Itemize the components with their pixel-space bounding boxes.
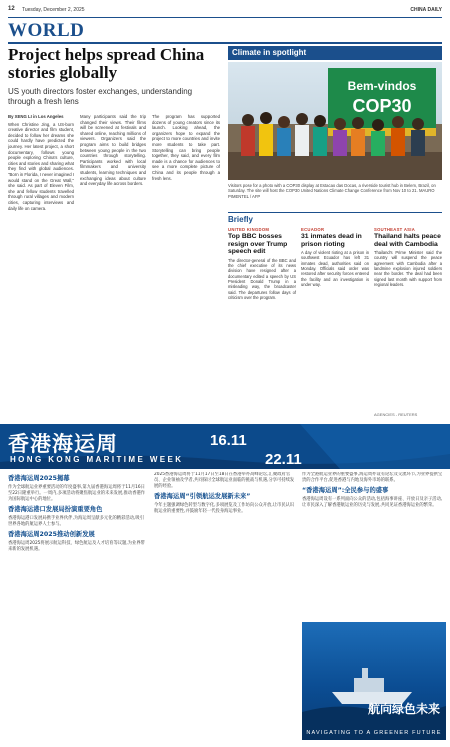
top-rule — [8, 17, 442, 18]
brief-credit: AGENCIES - REUTERS — [374, 412, 418, 417]
photo-banner-cop30: COP30 — [352, 96, 412, 116]
article-column-3 — [152, 114, 220, 418]
brief-place: UNITED KINGDOM — [228, 227, 270, 232]
cop30-photo-image — [228, 62, 442, 180]
banner-zh-title: 香港海运周 — [8, 432, 118, 456]
zh-column-1 — [8, 472, 148, 742]
article-column-1 — [8, 114, 74, 418]
brief-place: ECUADOR — [301, 227, 325, 232]
zh-heading: 香港海运港口发展局扮演重要角色 — [8, 506, 103, 513]
article-subhead: US youth directors foster exchanges, understanding through a fresh lens — [8, 87, 193, 106]
zh-heading: “香港海运周”:全民参与的盛事 — [302, 487, 389, 494]
brief-text: Thailand's Prime Minister said the country will suspend the peace agreement with Cambodia after a landmine explosion injured soldiers near the border. The deal had been signed last month with support from regional leaders. — [374, 250, 442, 287]
brief-item — [228, 227, 296, 417]
brief-headline: 31 inmates dead in prison rioting — [301, 233, 362, 248]
page-number: 12 — [8, 6, 15, 12]
banner-date-end: 22.11 — [265, 451, 302, 468]
photo-caption: Visitors pose for a photo with a COP30 display at Estacao das Docas, a riverside tourist hub in Belem, Brazil, on Saturday. The site will host the COP30 United Nations Climate Change Conference from Nov 10 to 21. MAURO PIMENTEL / AFP — [228, 183, 436, 199]
green-future-promo — [302, 622, 446, 740]
brief-text: The director-general of the BBC and the chief executive of its news division have resigned after a documentary edited a speech by US President Donald Trump in a misleading way, the broadcaster said. The departures follow days of criticism over the program. — [228, 257, 296, 300]
zh-paragraph: 作为全球航运业界重要活动的年度盛事,第九届香港海运周将于11月16日至22日隆重举行。一周内,多项活动将聚焦航运业的未来发展,推动香港作为国际航运中心的地位。 — [8, 485, 146, 502]
article-byline: By XENG LI in Los Angeles — [8, 114, 64, 119]
banner-en-title: HONG KONG MARITIME WEEK — [10, 455, 184, 464]
zh-heading: 香港海运周2025推动创新发展 — [8, 531, 95, 538]
brief-place: SOUTHEAST ASIA — [374, 227, 416, 232]
zh-paragraph: 2025香港海运周将于11月17日至18日在香港举办高峰论坛,汇聚政府官员、企业领袖及学者,共同探讨全球航运业面临的挑战与机遇,分享可持续发展的经验。 — [154, 472, 295, 489]
zh-paragraph: 作为全港航运业界的重要盛事,海运周亦设有论坛及交流环节,为业界提供宝贵的合作平台,促进香港与内地及海外市场的联系。 — [302, 472, 443, 483]
article-col2-text: Many participants said the trip changed their views. Their films will be screened at festivals and shared online, reaching millions of viewers. Organizers said the program aims to build bridges between young people in the two countries through storytelling. Participants worked with local filmmakers and university students, learning techniques and exchanging ideas about culture and everyday life across borders. — [80, 114, 146, 187]
article-col3-text: The program has supported dozens of young creators since its launch. Looking ahead, the organizers hope to expand the project to more countries and invite more students to take part. Storytelling can bring people together, they said, and every film made is a chance for audiences to see a more complete picture of China and its people through a fresh lens. — [152, 114, 220, 181]
newspaper-brand: CHINA DAILY — [410, 7, 442, 13]
zh-heading: 香港海运周2025揭幕 — [8, 475, 70, 482]
brief-item — [301, 227, 369, 417]
issue-date: Tuesday, December 2, 2025 — [22, 7, 85, 13]
article-col1-text: When Christine Jing, a US-born creative director and film student, decided to follow her dreams she could hardly have predicted the journey. Her latest project, a short documentary, follows young people exploring China's culture, cities and stories and sharing what they find with global audiences. "Born in Florida, I never imagined I would stand on the Great Wall," she said. As part of Eleven Film, she and fellow students travelled through rural villages and modern cities, capturing interviews and daily life on camera. — [8, 121, 74, 211]
zh-paragraph: 香港海运港口发展局携手业界伙伴,为海运周呈献多元化的精彩活动,吸引世界各地的航运界人士参与。 — [8, 516, 144, 527]
brief-headline: Top BBC bosses resign over Trump speech edit — [228, 233, 288, 256]
zh-heading: 香港海运周“引领航运发展新未来” — [154, 493, 251, 500]
section-title: WORLD — [8, 20, 85, 41]
section-rule — [8, 42, 442, 44]
brief-headline: Thailand halts peace deal with Cambodia — [374, 233, 441, 248]
briefly-rule — [228, 212, 442, 213]
zh-column-2 — [154, 472, 296, 742]
photo-heading: Climate in spotlight — [228, 46, 442, 60]
hk-maritime-banner — [0, 424, 450, 469]
photo-banner-text: Bem-vindos — [347, 79, 417, 93]
zh-paragraph: 香港海运周设有一系列面向公众的活动,包括海事讲座、开放日及亲子活动,让市民深入了解香港航运业的历史与发展,共同见证香港海运业的繁荣。 — [302, 497, 443, 508]
cop30-photo — [228, 62, 442, 180]
banner-date-start: 16.11 — [210, 432, 247, 449]
promo-en-slogan: NAVIGATING TO A GREENER FUTURE — [306, 730, 442, 736]
briefly-title: Briefly — [228, 215, 253, 224]
article-headline: Project helps spread China stories globally — [8, 45, 205, 82]
zh-paragraph: 香港海运周2025将展示航运科技、绿色航运及人才培育等议题,为业界带来新的发展机遇。 — [8, 541, 145, 552]
brief-text: A day of violent rioting at a prison in southwest Ecuador has left 31 inmates dead, authorities said on Monday. Officials said order was restored after security forces entered the facility and an investigation is under way. — [301, 250, 369, 287]
ship-graphic — [302, 622, 446, 740]
promo-zh-slogan: 航向绿色未来 — [367, 702, 440, 716]
zh-column-3 — [302, 472, 446, 618]
article-column-2 — [80, 114, 146, 418]
masthead — [8, 6, 442, 16]
zh-paragraph: 今年主题强调绿色转型与数字化,多项展览及工作坊向公众开放,让市民认识航运业的重要性,并鼓励年轻一代投身海运事业。 — [154, 503, 295, 514]
brief-item — [374, 227, 442, 417]
